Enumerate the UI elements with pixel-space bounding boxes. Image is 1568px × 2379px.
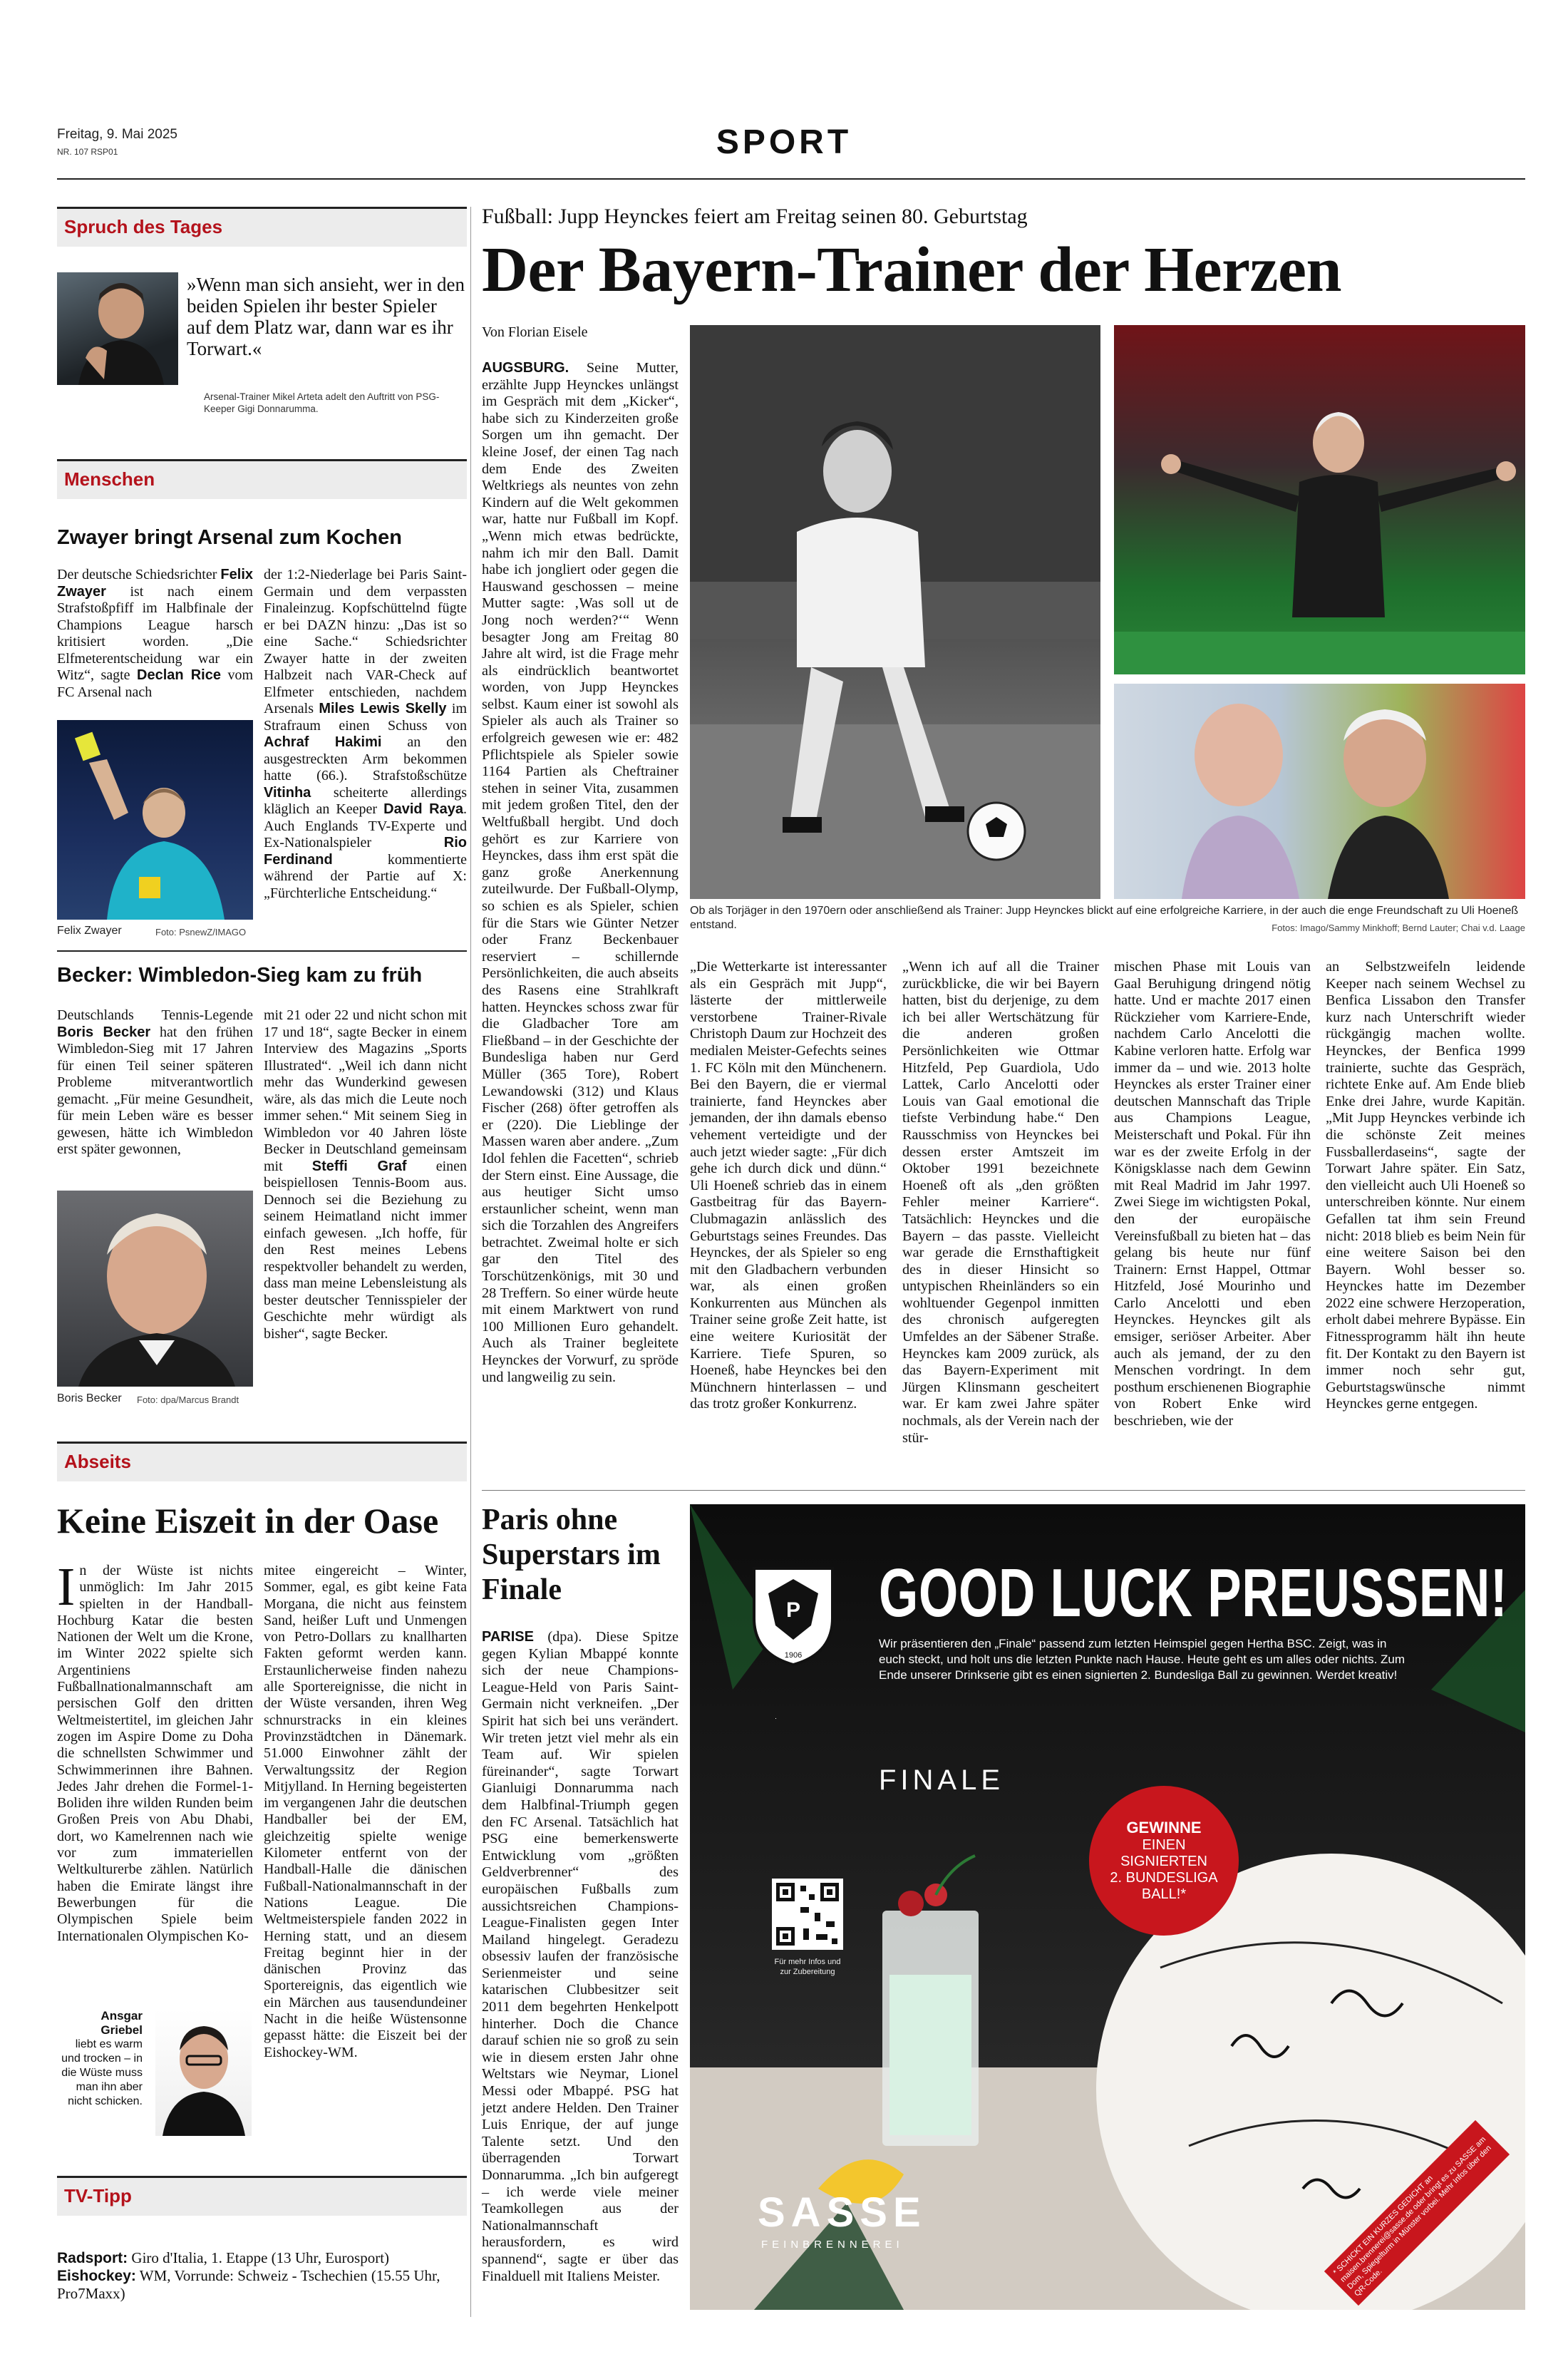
issue-number: NR. 107 RSP01 [57,147,118,157]
spruch-quote: »Wenn man sich ansieht, wer in den beiden Spielen ihr bester Spieler auf dem Platz war, dann war es ihr Torwart.« [187,274,465,359]
main-col1-text: AUGSBURG. Seine Mutter, erzählte Jupp Heynckes unlängst im Gespräch mit dem „Kicker“, habe sich zu Kinderzeiten große Sorgen um ihn gemacht. Der kleine Josef, der einen Tag nach dem Ende des Zweiten Weltkriegs als neuntes von zehn Kindern auf die Welt gekommen war, hatte nur Fußball im Kopf. „Wenn mich etwas bedrückte, nahm ich mir den Ball. Damit habe ich jongliert oder gegen die Hauswand geschossen – meine Mutter sagte: ‚Was soll ut de Jong noch werden?‘“ Wenn besagter Jong am Freitag 80 Jahre alt wird, ist die Frage mehr als eindrücklich beantwortet worden, von Jupp Heynckes selbst. Kaum einer ist sowohl als Spieler als auch als Trainer so erfolgreich gewesen wie er: 482 Pflichtspiele als Spieler sowie 1164 Partien als Cheftrainer stehen in seiner Vita, zusammen mit jedem großen Titel, den der Weltfußball hergibt. Und doch gehört es zur Karriere von Heynckes, dass ihm erst spät die ganz große Anerkennung zuteilwurde. Der Fußball-Olymp, so schien es als Spieler, schien für die Stars wie Günter Netzer oder Franz Beckenbauer reserviert – schillernde Persönlichkeiten, die auch abseits des Rasens eine Strahlkraft hatten. Heynckes schoss zwar für die Gladbacher Tore am Fließband – in der Geschichte der Bundesliga haben nur Gerd Müller (365 Tore), Robert Lewandowski (312) und Klaus Fischer (268) öfter getroffen als er (220). Die Lieblinge der Massen waren aber andere. „Zum Idol fehlen die Facetten“, schrieb der Stern einst. Eine Aussage, die aus heutiger Sicht umso erstaunlicher scheint, wenn man sich die Torzahlen des Angreifers betrachtet. Zweimal holte er sich gar den Titel des Torschützenkönigs, mit 30 und 28 Treffern. So einer würde heute mit einem Marktwert von rund 100 Millionen Euro gehandelt. Auch als Trainer begleitete Heynckes der Vorwurf, zu spröde und langweilig zu sein. [482,360,679,1385]
crest-year: 1906 [784,1651,803,1660]
svg-text:P: P [785,1598,801,1622]
zwayer-caption-name: Felix Zwayer [57,925,122,937]
badge-line-3: SIGNIERTEN [1120,1854,1207,1869]
ad-finale-label: FINALE [879,1764,1005,1796]
zwayer-photo [57,720,253,920]
main-col5 [1326,959,1525,1413]
ad-fineprint: * SCHICKT EIN KURZES GEDICHT an maisen.brennerei@sasse.de oder bringt es zu SASSE am Dom, Spiegelturm in Münster vorbei. Mehr Infos über den QR-Code. [1324,2120,1510,2306]
becker-col2 [264,1007,467,1342]
abseits-col1-text: n der Wüste ist nichts unmöglich: Im Jahr 2015 spielten in der Handball-Hochburg Katar die besten Nationen der Welt um die Krone, im Winter 2022 spielte sich Argentiniens Fußballnationalmannschaft am persischen Golf den dritten Weltmeistertitel, im gleichen Jahr zogen im Aspire Dome zu Doha die schnellsten Schwimmer und Schwimmerinnen ihre Bahnen. Jedes Jahr drehen die Formel-1-Boliden ihre wilden Runden beim Großen Preis von Abu Dhabi, dort, wo Kamelrennen nach wie vor zum immateriellen Weltkulturerbe zählen. Natürlich haben die Emirate längst ihre Bewerbungen für die Olympischen Spiele beim Internationalen Olympischen Ko- [57,1563,253,1944]
badge-line-1: GEWINNE [1126,1819,1202,1836]
main-photo-caption: Ob als Torjäger in den 1970ern oder anschließend als Trainer: Jupp Heynckes blickt auf eine erfolgreiche Karriere, in der auch die enge Freundschaft zu Uli Hoeneß entstand. [690,905,1519,931]
zwayer-col1-text: Der deutsche Schiedsrichter Felix Zwayer ist nach einem Strafstoßpfiff im Halbfinale der Champions League harsch kritisiert worden. „Die Elfmeterentscheidung war ein Witz“, sagte Declan Rice vom FC Arsenal nach [57,567,253,700]
zwayer-caption [57,924,122,938]
heynckes-hoeness-photo [1114,684,1525,899]
player-illustration [690,325,1100,899]
paris-body [482,1629,679,2285]
spruch-label: Spruch des Tages [64,216,223,237]
tv-line-2-label: Eishockey: [57,2268,136,2284]
spruch-note: Arsenal-Trainer Mikel Arteta adelt den Auftritt von PSG-Keeper Gigi Donnarumma. [204,391,440,414]
main-col4-text: mischen Phase mit Louis van Gaal Beruhigung dringend nötig hatte. Und er machte 2017 einen Rückzieher vom Karriere-Ende, nachdem Carlo Ancelotti die Kabine verloren hatte. Erfolg war immer da – und wie. 2013 holte Heynckes als erster Trainer einer deutschen Mannschaft das Triple aus Champions League, Meisterschaft und Pokal. Für ihn war es der zweite Erfolg in der Königsklasse nach dem Gewinn mit Real Madrid im Jahr 1997. Zwei Siege im wichtigsten Pokal, den der europäische Vereinsfußball zu bieten hat – das gelang bis heute nur fünf Trainern: Ernst Happel, Ottmar Hitzfeld, José Mourinho und Carlo Ancelotti und eben Heynckes. Heynckes gilt als emsiger, seriöser Arbeiter. Aber auch als jemand, der zu den Menschen vordringt. In dem posthum erschienenen Biographie von Robert Enke wird beschrieben, wie der [1114,959,1311,1429]
tv-label: TV-Tipp [64,2185,132,2206]
zwayer-photo-credit: Foto: PsnewZ/IMAGO [155,927,247,937]
coach-illustration [1114,325,1525,674]
tv-label-bar [57,2176,467,2216]
main-col5-text: an Selbstzweifeln leidende Keeper nach seinem Wechsel zu Benfica Lissabon den Transfer kurz nach Unterschrift wieder rückgängig machen wollte. Heynckes, der Benfica 1999 trainierte, suchte das Gespräch, richtete Enke auf. Am Ende blieb Enke drei Jahre, wurde Kapitän. „Mit Jupp Heynckes verbinde ich die schönste Zeit meines Fussballerdaseins“, sagte der Torwart Jahre später. Ein Satz, den vielleicht auch Uli Hoeneß so unterschreiben könnte. Nur einem Gefallen tat ihm sein Freund nicht: 2018 blieb es beim Nein für eine weitere Saison bei den Bayern. Wohl besser so. Heynckes hatte im Dezember 2022 eine schwere Herzoperation, erholt dabei mehrere Bypässe. Ein Fitnessprogramm hält ihn heute fit. Der Kontakt zu den Bayern ist immer noch sehr gut, Geburtstagswünsche nimmt Heynckes gerne entgegen. [1326,959,1525,1412]
tv-listing [57,2249,467,2303]
tv-line-1 [57,2249,467,2267]
author-name: Ansgar Griebel [100,2009,143,2037]
heynckes-player-photo [690,325,1100,899]
zwayer-headline: Zwayer bringt Arsenal zum Kochen [57,526,402,549]
main-bottom-rule [482,1490,1525,1491]
qr-note: Für mehr Infos und zur Zubereitung [774,1958,841,1976]
main-col4 [1114,959,1311,1430]
main-col2-text: „Die Wetterkarte ist interessanter als ein Gespräch mit Jupp“, lästerte der mittlerweile verstorbene Trainer-Rivale Christoph Daum zur Hochzeit des medialen Meister-Gefechts seines 1. FC Köln mit den Münchenern. Bei den Bayern, die er viermal trainierte, fand Heynckes aber jemanden, der ihn damals ebenso vehement verteidigte und der auch jetzt wieder sagte: „Für dich gehe ich durch dick und dünn.“ Uli Hoeneß schrieb das in einem Gastbeitrag für das Bayern-Clubmagazin anlässlich des Geburtstags seines Freundes. Das Heynckes, der als Spieler so eng mit den Gladbachern verbunden war, als einen großen Konkurrenten aus München als Trainer seine große Zeit hatte, ist eine weitere Kuriosität der Karriere. Tiefe Spuren, so Hoeneß, habe Heynckes bei den Münchnern hinterlassen – und das trotz großer Konkurrenz. [690,959,887,1412]
spruch-label-bar [57,207,467,247]
becker-caption-name: Boris Becker [57,1392,122,1404]
paris-body-text: PARISE (dpa). Diese Spitze gegen Kylian Mbappé konnte sich der neue Champions-League-Held von Paris Saint-Germain nicht verkneifen. „Der Spirit hat sich bei uns verändert. Wir treten jetzt viel mehr als ein Team auf. Wir spielen füreinander“, sagte Torwart Gianluigi Donnarumma nach dem Halbfinal-Triumph gegen den FC Arsenal. Tatsächlich hat PSG eine bemerkenswerte Entwicklung vom „größten Geldverbrenner“ des europäischen Fußballs zum aussichtsreichen Champions-League-Finalisten gegen Inter Mailand hingelegt. Geradezu obsessiv laufen der französische Serienmeister und seine katarischen Clubbesitzer seit 2011 dem begehrten Henkelpott hinterher. Doch die Chance darauf schien nie so groß zu sein wie in diesem ersten Jahr ohne Weltstars wie Neymar, Lionel Messi oder Mbappé. PSG hat jetzt andere Helden. Den Trainer Luis Enrique, der auf junge Talente setzt. Und den überragenden Torwart Donnarumma. „Ich bin aufgeregt – ich werde viele meiner Teamkollegen aus der Nationalmannschaft herausfordern, es wird spannend“, sagte er über das Finalduell mit Italiens Meister. [482,1629,679,2284]
ad-brand: SASSE [758,2189,927,2236]
arteta-silhouette [57,272,178,385]
paris-headline: Paris ohne Superstars im Finale [482,1504,661,1606]
becker-col2-text: mit 21 oder 22 und nicht schon mit 17 und 18“, sagte Becker in einem Interview des Magazins „Sports Illustrated“. „Weil ich dann nicht mehr das Wunderkind gewesen wäre, als das mich die Leute noch immer sehen.“ Mit seinem Sieg in Wimbledon vor 40 Jahren löste Becker in Deutschland gemeinsam mit Steffi Graf einen beispiellosen Tennis-Boom aus. Dennoch sei die Beziehung zu seinem Heimatland nicht immer einfach gewesen. „Ich hoffe, für den Rest meines Lebens respektvoller behandelt zu werden, dass man meine Lebensleistung als bester deutscher Tennisspieler der Geschichte mehr würdigt als bisher“, sagte Becker. [264,1007,467,1342]
section-title: SPORT [716,123,852,161]
ad-fineprint-wrap [1324,2132,1493,2298]
ad-brand-sub: FEINBRENNEREI [761,2239,904,2251]
main-headline: Der Bayern-Trainer der Herzen [482,235,1341,305]
prize-badge [1089,1786,1239,1936]
tv-line-1-text: Giro d'Italia, 1. Etappe (13 Uhr, Eurosport) [131,2249,390,2266]
abseits-col2-text: mitee eingereicht – Winter, Sommer, egal, es gibt keine Fata Morgana, die nicht aus feinstem Sand, heißer Luft und Unmengen von Petro-Dollars zu knallharten Fakten geformt werden kann. Erstaunlicherweise finden nahezu alle Sportereignisse, die nicht in der Wüste versanden, ihren Weg schnurstracks in ein kleines Provinzstädtchen in Dänemark. 51.000 Einwohner zählt der Verwaltungssitz der Region Mitjylland. In Herning begeisterten im vergangenen Jahr die deutschen Handballer bei der EM, gleichzeitig spielte wenige Kilometer entfernt von der Handball-Halle die dänischen Fußball-Nationalmannschaft in der Nations League. Die Weltmeisterspiele fanden 2022 in Herning statt, und an diesem Freitag beginnt hier in der dänischen Provinz das Sportereignis, das eigentlich wie ein Märchen aus tausendundeiner Nacht in die heiße Wüstensonne gepasst hätte: die Eiszeit bei der Eishockey-WM. [264,1563,467,2060]
hoeness-illustration [1114,684,1525,899]
main-kicker: Fußball: Jupp Heynckes feiert am Freitag seinen 80. Geburtstag [482,205,1028,228]
menschen-label: Menschen [64,468,155,490]
issue-date: Freitag, 9. Mai 2025 [57,127,177,142]
main-col2 [690,959,887,1413]
becker-col1-text: Deutschlands Tennis-Legende Boris Becker hat den frühen Wimbledon-Sieg mit 17 Jahren für einen Teil seiner späteren Probleme mitverantwortlich gemacht. „Für meine Gesundheit, für mein Leben wäre es besser gewesen, hätte ich Wimbledon erst später gewonnen, [57,1007,253,1157]
author-illustration [155,2009,252,2136]
sasse-ad [690,1504,1525,2310]
zwayer-col1 [57,567,253,701]
arteta-photo [57,272,178,385]
qr-code-icon[interactable] [772,1879,843,1950]
abseits-col1 [57,1557,253,1945]
author-note: liebt es warm und trocken – in die Wüste muss man ihn aber nicht schicken. [61,2038,143,2107]
author-photo [155,2009,252,2136]
becker-col1 [57,1007,253,1158]
becker-photo [57,1191,253,1387]
tv-line-2 [57,2267,467,2303]
ad-headline: GOOD LUCK PREUSSEN! [879,1555,1508,1631]
becker-photo-credit: Foto: dpa/Marcus Brandt [137,1394,239,1405]
menschen-label-bar [57,459,467,499]
main-col3 [902,959,1099,1447]
masthead-rule [57,178,1525,180]
main-photo-credit: Fotos: Imago/Sammy Minkhoff; Bernd Lauter; Chai v.d. Laage [1272,923,1525,933]
heynckes-coach-photo [1114,325,1525,674]
zwayer-col2 [264,567,467,902]
abseits-label-bar [57,1442,467,1481]
badge-line-2: EINEN [1142,1837,1186,1853]
abseits-dropcap: I [57,1557,76,1617]
badge-line-4: 2. BUNDESLIGA [1110,1870,1218,1886]
badge-line-5: BALL!* [1141,1886,1187,1902]
referee-illustration [57,720,253,920]
main-col1 [482,360,679,1386]
becker-illustration [57,1191,253,1387]
tv-line-2-text: WM, Vorrunde: Schweiz - Tschechien (15.55 Uhr, Pro7Maxx) [57,2267,440,2302]
becker-headline: Becker: Wimbledon-Sieg kam zu früh [57,964,423,987]
abseits-col2 [264,1563,467,2061]
zwayer-col2-text: der 1:2-Niederlage bei Paris Saint-Germain und dem verpassten Finaleinzug. Kopfschüttelnd fügte er bei DAZN hinzu: „Das ist so eine Sache.“ Schiedsrichter Zwayer hatte in der zweiten Halbzeit nach VAR-Check auf Elfmeter entschieden, nachdem Arsenals Miles Lewis Skelly im Strafraum einen Schuss von Achraf Hakimi an den ausgestreckten Arm bekommen hatte (66.). Strafstoßschütze Vitinha scheiterte allerdings kläglich an Keeper David Raya. Auch Englands TV-Experte und Ex-Nationalspieler Rio Ferdinand kommentierte während der Partie auf X: „Fürchterliche Entscheidung.“ [264,567,467,901]
becker-rule [57,950,467,952]
tv-line-1-label: Radsport: [57,2250,128,2266]
left-column-divider [470,207,471,2317]
abseits-label: Abseits [64,1451,131,1472]
main-col3-text: „Wenn ich auf all die Trainer zurückblicke, die wir bei Bayern hatten, bist du derjenige, zu dem ich bei aller Wertschätzung für die anderen großen Persönlichkeiten wie Ottmar Hitzfeld, Pep Guardiola, Udo Lattek, Carlo Ancelotti oder Louis van Gaal emotional die tiefste Verbindung habe.“ Den Rausschmiss von Heynckes bei dessen erster Amtszeit im Oktober 1991 bezeichnete Hoeneß oft als „den größten Fehler meiner Karriere“. Tatsächlich: Heynckes und die Bayern – das passte. Vielleicht war gerade die Ernsthaftigkeit des in dieser Hinsicht so untypischen Rheinländers so ein wohltuender Gegenpol inmitten des chronisch aufgeregten Umfeldes an der Säbener Straße. Heynckes kam 2009 zurück, als das Bayern-Experiment mit Jürgen Klinsmann gescheitert war. Er kam zwei Jahre später nochmals, als der Verein nach der stür- [902,959,1099,1446]
main-byline: Von Florian Eisele [482,324,588,340]
abseits-headline: Keine Eiszeit in der Oase [57,1501,439,1541]
ad-text: Wir präsentieren den „Finale“ passend zum letzten Heimspiel gegen Hertha BSC. Zeigt, was in euch steckt, und holt uns die letzten Punkte nach Hause. Heute geht es um alles oder nichts. Zum Ende unserer Drinkserie gibt es einen signierten 2. Bundesliga Ball zu gewinnen. Werdet kreativ! [879,1637,1405,1682]
